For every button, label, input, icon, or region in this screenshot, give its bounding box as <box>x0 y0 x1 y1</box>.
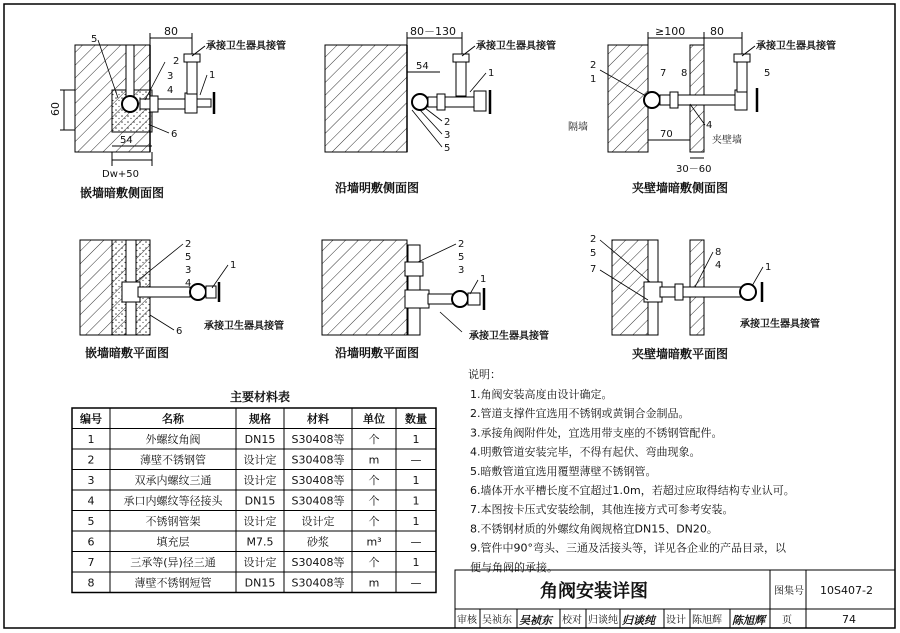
table-title: 主要材料表 <box>230 390 291 404</box>
view-caption: 夹壁墙暗敷平面图 <box>632 347 729 361</box>
callout-3: 3 <box>185 265 192 276</box>
materials-table <box>72 389 436 593</box>
callout-2: 2 <box>173 56 180 67</box>
angle-valve <box>456 60 466 96</box>
callout-6: 6 <box>176 326 183 337</box>
table-cell: 2 <box>87 453 95 467</box>
note-line: 5.暗敷管道宜选用覆塑薄壁不锈钢管。 <box>470 464 657 478</box>
view-caption: 沿墙明敷侧面图 <box>335 181 420 195</box>
checker-signature: 归谈纯 <box>622 614 655 627</box>
table-cell: 填充层 <box>156 535 190 549</box>
callout-3: 3 <box>167 71 174 82</box>
view-surface-wall-plan <box>322 239 549 360</box>
wall-hatch <box>325 45 407 152</box>
table-cell: 7 <box>87 556 95 569</box>
table-cell: 设计定 <box>301 515 335 528</box>
atlas-number: 10S407-2 <box>820 584 873 597</box>
table-cell: S30408等 <box>291 556 345 569</box>
callout-2: 2 <box>444 117 451 128</box>
table-cell: 砂浆 <box>307 535 329 549</box>
note-line: 4.明敷管道安装完毕，不得有起伏、弯曲现象。 <box>470 445 701 459</box>
callout-4: 4 <box>706 120 713 131</box>
table-cell: 三承等(异)径三通 <box>130 556 216 569</box>
view-cavity-wall-plan <box>590 234 820 361</box>
angle-valve <box>452 291 468 307</box>
table-cell: DN15 <box>244 433 276 446</box>
page-label: 页 <box>782 615 792 626</box>
callout-5: 5 <box>91 34 98 45</box>
table-header-cell: 材料 <box>307 412 329 426</box>
callout-4: 4 <box>167 85 174 96</box>
table-cell: 外螺纹角阀 <box>145 433 201 446</box>
callout-8: 8 <box>715 247 722 258</box>
reviewer-signature: 吴祯东 <box>519 614 552 627</box>
table-header-cell: 数量 <box>405 412 427 426</box>
table-cell: m <box>368 453 380 467</box>
nipple <box>140 99 190 109</box>
callout-8: 8 <box>681 68 688 79</box>
table-cell: 4 <box>87 494 95 508</box>
table-cell: 双承内螺纹三通 <box>134 474 212 487</box>
pipe-section <box>122 96 138 112</box>
callout-1: 1 <box>488 68 495 79</box>
table-cell: 3 <box>87 474 95 487</box>
angle-valve <box>190 284 206 300</box>
pipe-label: 承接卫生器具接管 <box>476 41 556 52</box>
callout-5: 5 <box>590 248 597 259</box>
view-caption: 嵌墙暗敷侧面图 <box>80 186 165 200</box>
note-line: 8.不锈钢材质的外螺纹角阀规格宜DN15、DN20。 <box>470 522 718 536</box>
callout-1: 1 <box>590 74 597 85</box>
callout-6: 6 <box>171 129 178 140</box>
callout-1: 1 <box>230 260 237 271</box>
view-surface-wall-side <box>325 25 556 195</box>
dim-mid: 70 <box>660 129 673 140</box>
page-number: 74 <box>842 613 856 626</box>
table-cell: 薄壁不锈钢管 <box>140 453 206 467</box>
view-embedded-wall-side <box>49 25 286 200</box>
table-cell: 1 <box>87 433 95 446</box>
callout-5: 5 <box>185 252 192 263</box>
callout-1: 1 <box>209 70 216 81</box>
table-cell: S30408等 <box>291 474 345 487</box>
table-cell: 1 <box>412 556 420 569</box>
pipe-section <box>412 94 428 110</box>
note-line: 6.墙体开水平槽长度不宜超过1.0m，若超过应取得结构专业认可。 <box>470 484 795 497</box>
view-caption: 夹壁墙暗敷侧面图 <box>632 181 729 195</box>
table-cell: S30408等 <box>291 494 345 508</box>
table-cell: 设计定 <box>243 453 277 467</box>
table-header-cell: 单位 <box>363 412 385 426</box>
callout-1: 1 <box>765 262 772 273</box>
table-cell: 设计定 <box>243 515 277 528</box>
angle-valve <box>185 93 197 113</box>
table-cell: 5 <box>87 515 95 528</box>
dim-top-right: 80 <box>710 25 724 38</box>
table-cell: 不锈钢管架 <box>145 515 201 528</box>
view-caption: 沿墙明敷平面图 <box>335 346 420 360</box>
dim-mid: 54 <box>416 61 429 72</box>
table-cell: S30408等 <box>291 576 345 590</box>
callout-5: 5 <box>764 68 771 79</box>
table-cell: 个 <box>368 556 380 569</box>
table-cell: 个 <box>368 515 380 528</box>
pipe-label: 承接卫生器具接管 <box>740 319 820 330</box>
table-header-cell: 规格 <box>249 412 271 426</box>
table-cell: 个 <box>368 433 380 446</box>
partition-wall <box>608 45 648 152</box>
table-cell: — <box>410 535 422 549</box>
table-cell: 设计定 <box>243 474 277 487</box>
angle-valve <box>735 90 747 110</box>
table-cell: 个 <box>368 474 380 487</box>
table-cell: — <box>410 576 422 590</box>
designer-signature: 陈旭辉 <box>732 614 765 627</box>
callout-5: 5 <box>444 143 451 154</box>
table-cell: S30408等 <box>291 433 345 446</box>
callout-4: 4 <box>185 278 192 289</box>
callout-7: 7 <box>590 264 597 275</box>
drawing-title: 角阀安装详图 <box>540 581 648 602</box>
table-cell: 1 <box>412 433 420 446</box>
table-cell: 6 <box>87 535 95 549</box>
table-cell: M7.5 <box>246 535 274 549</box>
callout-1: 1 <box>480 274 487 285</box>
table-cell: 个 <box>368 494 380 508</box>
table-cell: 设计定 <box>243 556 277 569</box>
note-line: 9.管件中90°弯头、三通及活接头等，详见各企业的产品目录，以 <box>470 541 786 555</box>
table-cell: 承口内螺纹等径接头 <box>123 494 223 508</box>
dim-bottom: Dw+50 <box>102 169 139 180</box>
pipe-label: 承接卫生器具接管 <box>206 41 286 52</box>
label-partition: 隔墙 <box>568 122 588 133</box>
callout-3: 3 <box>458 265 465 276</box>
wall-hatch <box>322 240 407 335</box>
label-cavity: 夹壁墙 <box>712 135 742 146</box>
dim-left: 60 <box>49 102 62 116</box>
dim-top: 80 <box>164 25 178 38</box>
callout-7: 7 <box>660 68 667 79</box>
pipe-section <box>644 92 660 108</box>
dim-top-left: ≥100 <box>655 25 686 38</box>
callout-2: 2 <box>590 234 597 245</box>
dim-mid: 54 <box>120 135 133 146</box>
pipe-label: 承接卫生器具接管 <box>469 331 549 342</box>
notes-title: 说明： <box>468 368 501 381</box>
note-line: 7.本图按卡压式安装绘制，其他连接方式可参考安装。 <box>470 503 734 517</box>
table-header-cell: 名称 <box>162 412 184 426</box>
note-line: 3.承接角阀附件处，宜选用带支座的不锈钢管配件。 <box>470 426 723 440</box>
design-label: 设计 <box>666 615 686 626</box>
table-cell: — <box>410 453 422 467</box>
atlas-label: 图集号 <box>774 586 804 597</box>
note-line: 便与角阀的承接。 <box>470 560 558 574</box>
supply-pipe <box>126 45 134 100</box>
table-cell: 薄壁不锈钢短管 <box>134 576 212 590</box>
pipe-label: 承接卫生器具接管 <box>756 41 836 52</box>
reviewer-name: 吴祯东 <box>482 615 512 626</box>
callout-2: 2 <box>590 60 597 71</box>
view-caption: 嵌墙暗敷平面图 <box>85 346 170 360</box>
table-cell: m <box>368 576 380 590</box>
callout-2: 2 <box>185 239 192 250</box>
callout-5: 5 <box>458 252 465 263</box>
callout-3: 3 <box>444 130 451 141</box>
table-cell: DN15 <box>244 494 276 508</box>
designer-name: 陈旭辉 <box>692 615 722 626</box>
table-cell: m³ <box>366 535 382 549</box>
table-cell: 1 <box>412 474 420 487</box>
angle-valve <box>740 284 756 300</box>
notes <box>468 368 795 574</box>
pipe-label: 承接卫生器具接管 <box>204 321 284 332</box>
note-line: 2.管道支撑件宜选用不锈钢或黄铜合金制品。 <box>470 407 690 421</box>
table-cell: S30408等 <box>291 453 345 467</box>
view-cavity-wall-side <box>568 25 836 195</box>
nipple <box>660 287 744 297</box>
table-cell: 1 <box>412 515 420 528</box>
table-cell: 8 <box>87 576 95 590</box>
check-label: 校对 <box>562 615 582 626</box>
title-block-text <box>457 580 873 627</box>
note-line: 1.角阀安装高度由设计确定。 <box>470 388 613 401</box>
nipple <box>428 97 480 107</box>
dim-top: 80－130 <box>410 25 456 38</box>
checker-name: 归谈纯 <box>588 615 618 626</box>
nipple <box>138 287 190 297</box>
callout-2: 2 <box>458 239 465 250</box>
table-cell: DN15 <box>244 576 276 590</box>
review-label: 审核 <box>457 615 477 626</box>
view-embedded-wall-plan <box>80 239 284 360</box>
callout-4: 4 <box>715 260 722 271</box>
dim-bottom: 30－60 <box>676 164 712 175</box>
table-header-cell: 编号 <box>80 412 102 426</box>
table-cell: 1 <box>412 494 420 508</box>
